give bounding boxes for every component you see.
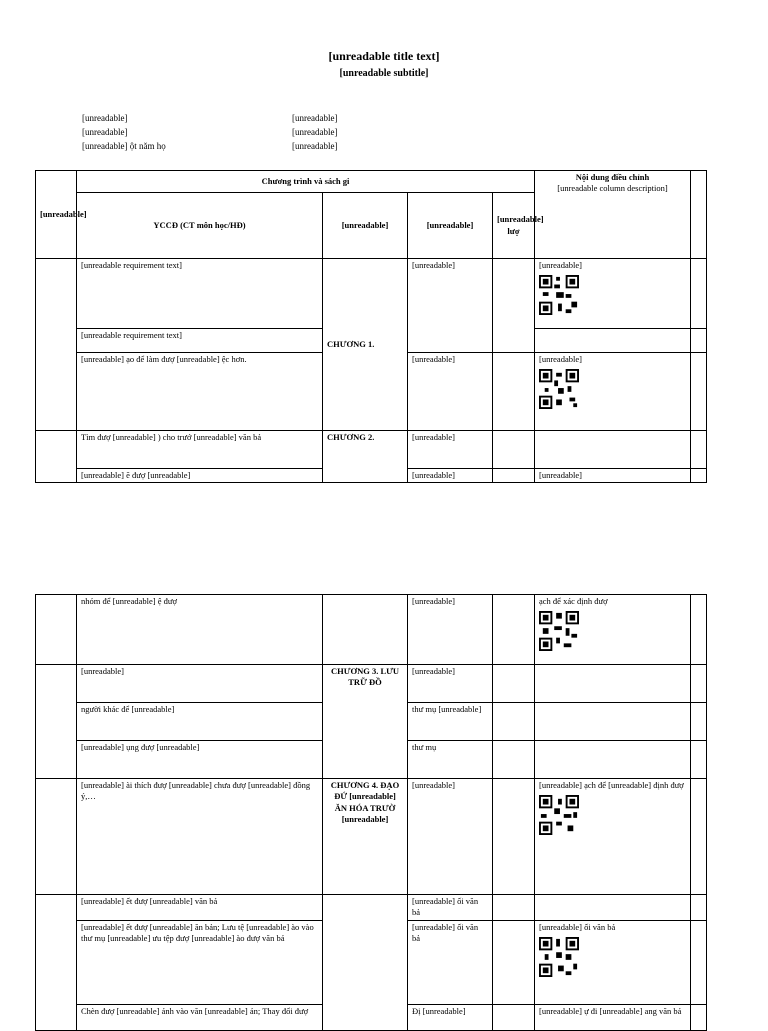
yccd-cell: [unreadable] ết đượ [unreadable] ăn bản; Lưu tệ [unreadable] ào vào thư mụ [unreadable] ưu tệp đượ [unreadable] ào đượ văn bả — [77, 920, 323, 1004]
content-adjust-header — [535, 171, 691, 259]
info-line-2-right: [unreadable] — [292, 127, 338, 137]
info-line-1-right: [unreadable] — [292, 113, 338, 123]
content-header-title: Nội dung điều chỉnh — [575, 172, 650, 182]
col4-cell: [unreadable] — [408, 259, 493, 353]
col4-cell: [unreadable] ối văn bả — [408, 920, 493, 1004]
content-text: [unreadable] — [539, 260, 582, 270]
page-title: [unreadable title text] — [328, 49, 440, 63]
col4-header: [unreadable] — [408, 193, 493, 259]
content-cell: [unreadable] — [535, 469, 691, 483]
yccd-cell: [unreadable] ết đượ [unreadable] văn bả — [77, 895, 323, 921]
content-text: ạch để xác định đượ — [539, 596, 608, 606]
yccd-header: YCCĐ (CT môn học/HĐ) — [77, 193, 323, 259]
table-row — [36, 259, 707, 329]
qr-code-icon[interactable] — [539, 275, 579, 315]
qr-code-icon[interactable] — [539, 795, 579, 835]
yccd-cell: [unreadable] ạo để làm đượ [unreadable] ệc hơn. — [77, 353, 323, 431]
content-cell — [535, 353, 691, 431]
col4-cell: Đị [unreadable] — [408, 1004, 493, 1030]
content-cell — [535, 779, 691, 895]
col5-header: [unreadable] lượ — [493, 193, 535, 259]
yccd-cell: Tìm đượ [unreadable] ) cho trướ [unreadable] văn bả — [77, 431, 323, 469]
col-index-header: [unreadable] — [36, 171, 77, 259]
chapter-cell: CHƯƠNG 1. — [323, 259, 408, 431]
qr-code-icon[interactable] — [539, 369, 579, 409]
yccd-cell: [unreadable requirement text] — [77, 329, 323, 353]
content-text: [unreadable] ối văn bả — [539, 921, 616, 932]
content-cell — [535, 920, 691, 1004]
table-row — [36, 595, 707, 665]
col4-cell: [unreadable] ối văn bả — [408, 895, 493, 921]
col4-cell: [unreadable] — [408, 353, 493, 431]
content-cell — [535, 595, 691, 665]
plan-table-page-1 — [35, 170, 707, 483]
page-subtitle: [unreadable subtitle] — [339, 68, 429, 79]
yccd-cell: Chèn đượ [unreadable] ảnh vào văn [unreadable] ản; Thay đổi đượ — [77, 1004, 323, 1030]
col4-cell: thư mụ [unreadable] — [408, 703, 493, 741]
info-line-2: [unreadable] — [82, 127, 128, 137]
table-row — [36, 665, 707, 703]
table-row — [36, 895, 707, 921]
col4-cell: [unreadable] — [408, 665, 493, 703]
info-line-3: [unreadable] ột năm họ — [82, 141, 166, 151]
info-line-3-right: [unreadable] — [292, 141, 338, 151]
plan-table-page-2 — [35, 594, 707, 1031]
qr-code-icon[interactable] — [539, 611, 579, 651]
info-line-1: [unreadable] — [82, 113, 128, 123]
table-row — [36, 779, 707, 895]
chapter-cell: CHƯƠNG 2. — [323, 431, 408, 483]
col4-cell: [unreadable] — [408, 595, 493, 665]
yccd-cell: [unreadable] — [77, 665, 323, 703]
qr-code-icon[interactable] — [539, 937, 579, 977]
chapter-cell: CHƯƠNG 3. LƯU TRỮ ĐỒ — [323, 665, 408, 779]
yccd-cell: người khác để [unreadable] — [77, 703, 323, 741]
yccd-cell: nhóm để [unreadable] ệ đượ — [77, 595, 323, 665]
topic-header: [unreadable] — [323, 193, 408, 259]
content-text: [unreadable] — [539, 354, 582, 364]
table-row — [36, 431, 707, 469]
program-header: Chương trình và sách gi — [77, 171, 535, 193]
yccd-cell: [unreadable] ài thích đượ [unreadable] chưa đượ [unreadable] đồng ý,… — [77, 779, 323, 895]
chapter-cell: CHƯƠNG 4. ĐẠO ĐỨ [unreadable] ĂN HÓA TRƯỜ [unreadable] — [323, 779, 408, 895]
content-text: [unreadable] ạch để [unreadable] định đượ — [539, 780, 684, 790]
col4-cell: [unreadable] — [408, 469, 493, 483]
yccd-cell: [unreadable] ụng đượ [unreadable] — [77, 741, 323, 779]
content-cell: [unreadable] ự đi [unreadable] ang văn bả — [535, 1004, 691, 1030]
col4-cell: [unreadable] — [408, 779, 493, 895]
content-cell — [535, 259, 691, 329]
yccd-cell: [unreadable requirement text] — [77, 259, 323, 329]
content-header-sub: [unreadable column description] — [557, 183, 668, 194]
blank-col-header — [691, 171, 707, 259]
col4-cell: [unreadable] — [408, 431, 493, 469]
yccd-cell: [unreadable] ẽ đượ [unreadable] — [77, 469, 323, 483]
col4-cell: thư mụ — [408, 741, 493, 779]
